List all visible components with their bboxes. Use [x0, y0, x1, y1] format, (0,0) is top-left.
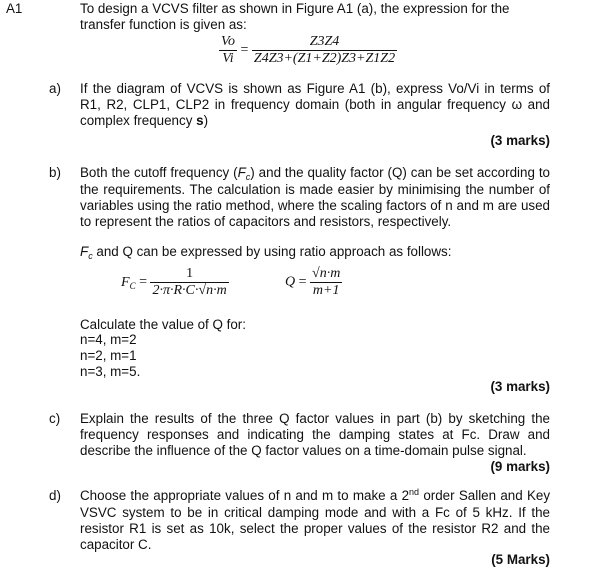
part-b-label: b) [49, 165, 61, 180]
case-list [80, 332, 140, 380]
text-run: order Sallen and Key VSVC system to be in critical damping mode and with a Fc of 5 kHz. If the resistor R1 is set as 10k, select the proper values of the resistor R2 and the capacitor C. [80, 488, 551, 552]
part-a-label: a) [49, 81, 61, 96]
equals-sign: = [298, 274, 307, 290]
part-d-label: d) [49, 488, 61, 503]
fc-formula [121, 266, 229, 299]
part-c-text: Explain the results of the three Q factor values in part (b) by sketching the frequency responses and indicating the damping states at Fc. Draw and describe the influence of the Q factor values on a time-domain pulse signal. [80, 411, 550, 458]
question-number: A1 [6, 1, 23, 16]
fraction-numerator: Vo [221, 34, 235, 49]
part-d-text [80, 488, 550, 553]
part-a-text-end: ) [203, 113, 209, 128]
impedance-fraction [252, 34, 397, 67]
fc-subscript: c [88, 251, 93, 261]
q-formula [285, 266, 342, 299]
fraction-denominator: 2·π·R·C·√n·m [152, 283, 227, 298]
vo-vi-fraction [219, 34, 237, 67]
fraction-denominator: Vi [222, 51, 234, 66]
fc-subscript: c [245, 172, 251, 182]
intro-line-2: transfer function is given as: [80, 17, 247, 32]
text-run: and Q can be expressed by using ratio approach as follows: [92, 244, 452, 259]
fraction-numerator: √n·m [312, 266, 341, 281]
fraction-numerator: 1 [150, 266, 228, 283]
part-a-text [80, 81, 550, 129]
equals-sign: = [139, 274, 147, 290]
part-a-text-body: If the diagram of VCVS is shown as Figure A1 (b), express Vo/Vi in terms of R1, R2, CLP1, CLP2 in frequency domain (both in angular frequency ω and complex frequency [80, 81, 550, 128]
calculate-intro: Calculate the value of Q for: [80, 317, 246, 332]
fc-symbol: F [80, 244, 89, 259]
fraction-denominator: Z4Z3+(Z1+Z2)Z3+Z1Z2 [253, 51, 396, 66]
part-b-paragraph-2 [80, 244, 550, 261]
part-d-marks: (5 Marks) [491, 552, 550, 567]
fc-lhs: F [121, 274, 130, 290]
transfer-function-equation [219, 34, 397, 67]
ordinal-superscript: nd [409, 487, 420, 497]
fc-fraction [150, 266, 228, 299]
part-a-text-bold: s [196, 113, 204, 128]
part-b-paragraph-1 [80, 165, 550, 230]
case-item: n=3, m=5. [80, 364, 141, 379]
fc-symbol: F [237, 165, 246, 180]
part-c-label: c) [49, 411, 61, 426]
text-run: Both the cutoff frequency ( [80, 165, 238, 180]
text-run: ) and the quality factor (Q) can be set according to the requirements. The calculation is made easier by minimising the number of variables using the ratio method, where the scaling factors of n and m are used to represent the ratios of capacitors and resistors, respectively. [80, 165, 550, 229]
intro-text [80, 1, 580, 33]
fraction-denominator: m+1 [312, 283, 340, 298]
equals-sign: = [240, 42, 249, 58]
fraction-numerator: Z3Z4 [252, 34, 397, 51]
part-c-marks: (9 marks) [490, 459, 550, 474]
intro-line-1: To design a VCVS filter as shown in Figure A1 (a), the expression for the [80, 1, 510, 16]
q-lhs: Q [285, 274, 296, 290]
case-item: n=2, m=1 [80, 348, 137, 363]
case-item: n=4, m=2 [80, 332, 137, 347]
fc-lhs-subscript: C [129, 280, 136, 291]
text-run: Choose the appropriate values of n and m to make a 2 [80, 488, 410, 503]
q-fraction [310, 266, 342, 299]
part-b-marks: (3 marks) [490, 379, 550, 394]
part-a-marks: (3 marks) [490, 133, 550, 148]
